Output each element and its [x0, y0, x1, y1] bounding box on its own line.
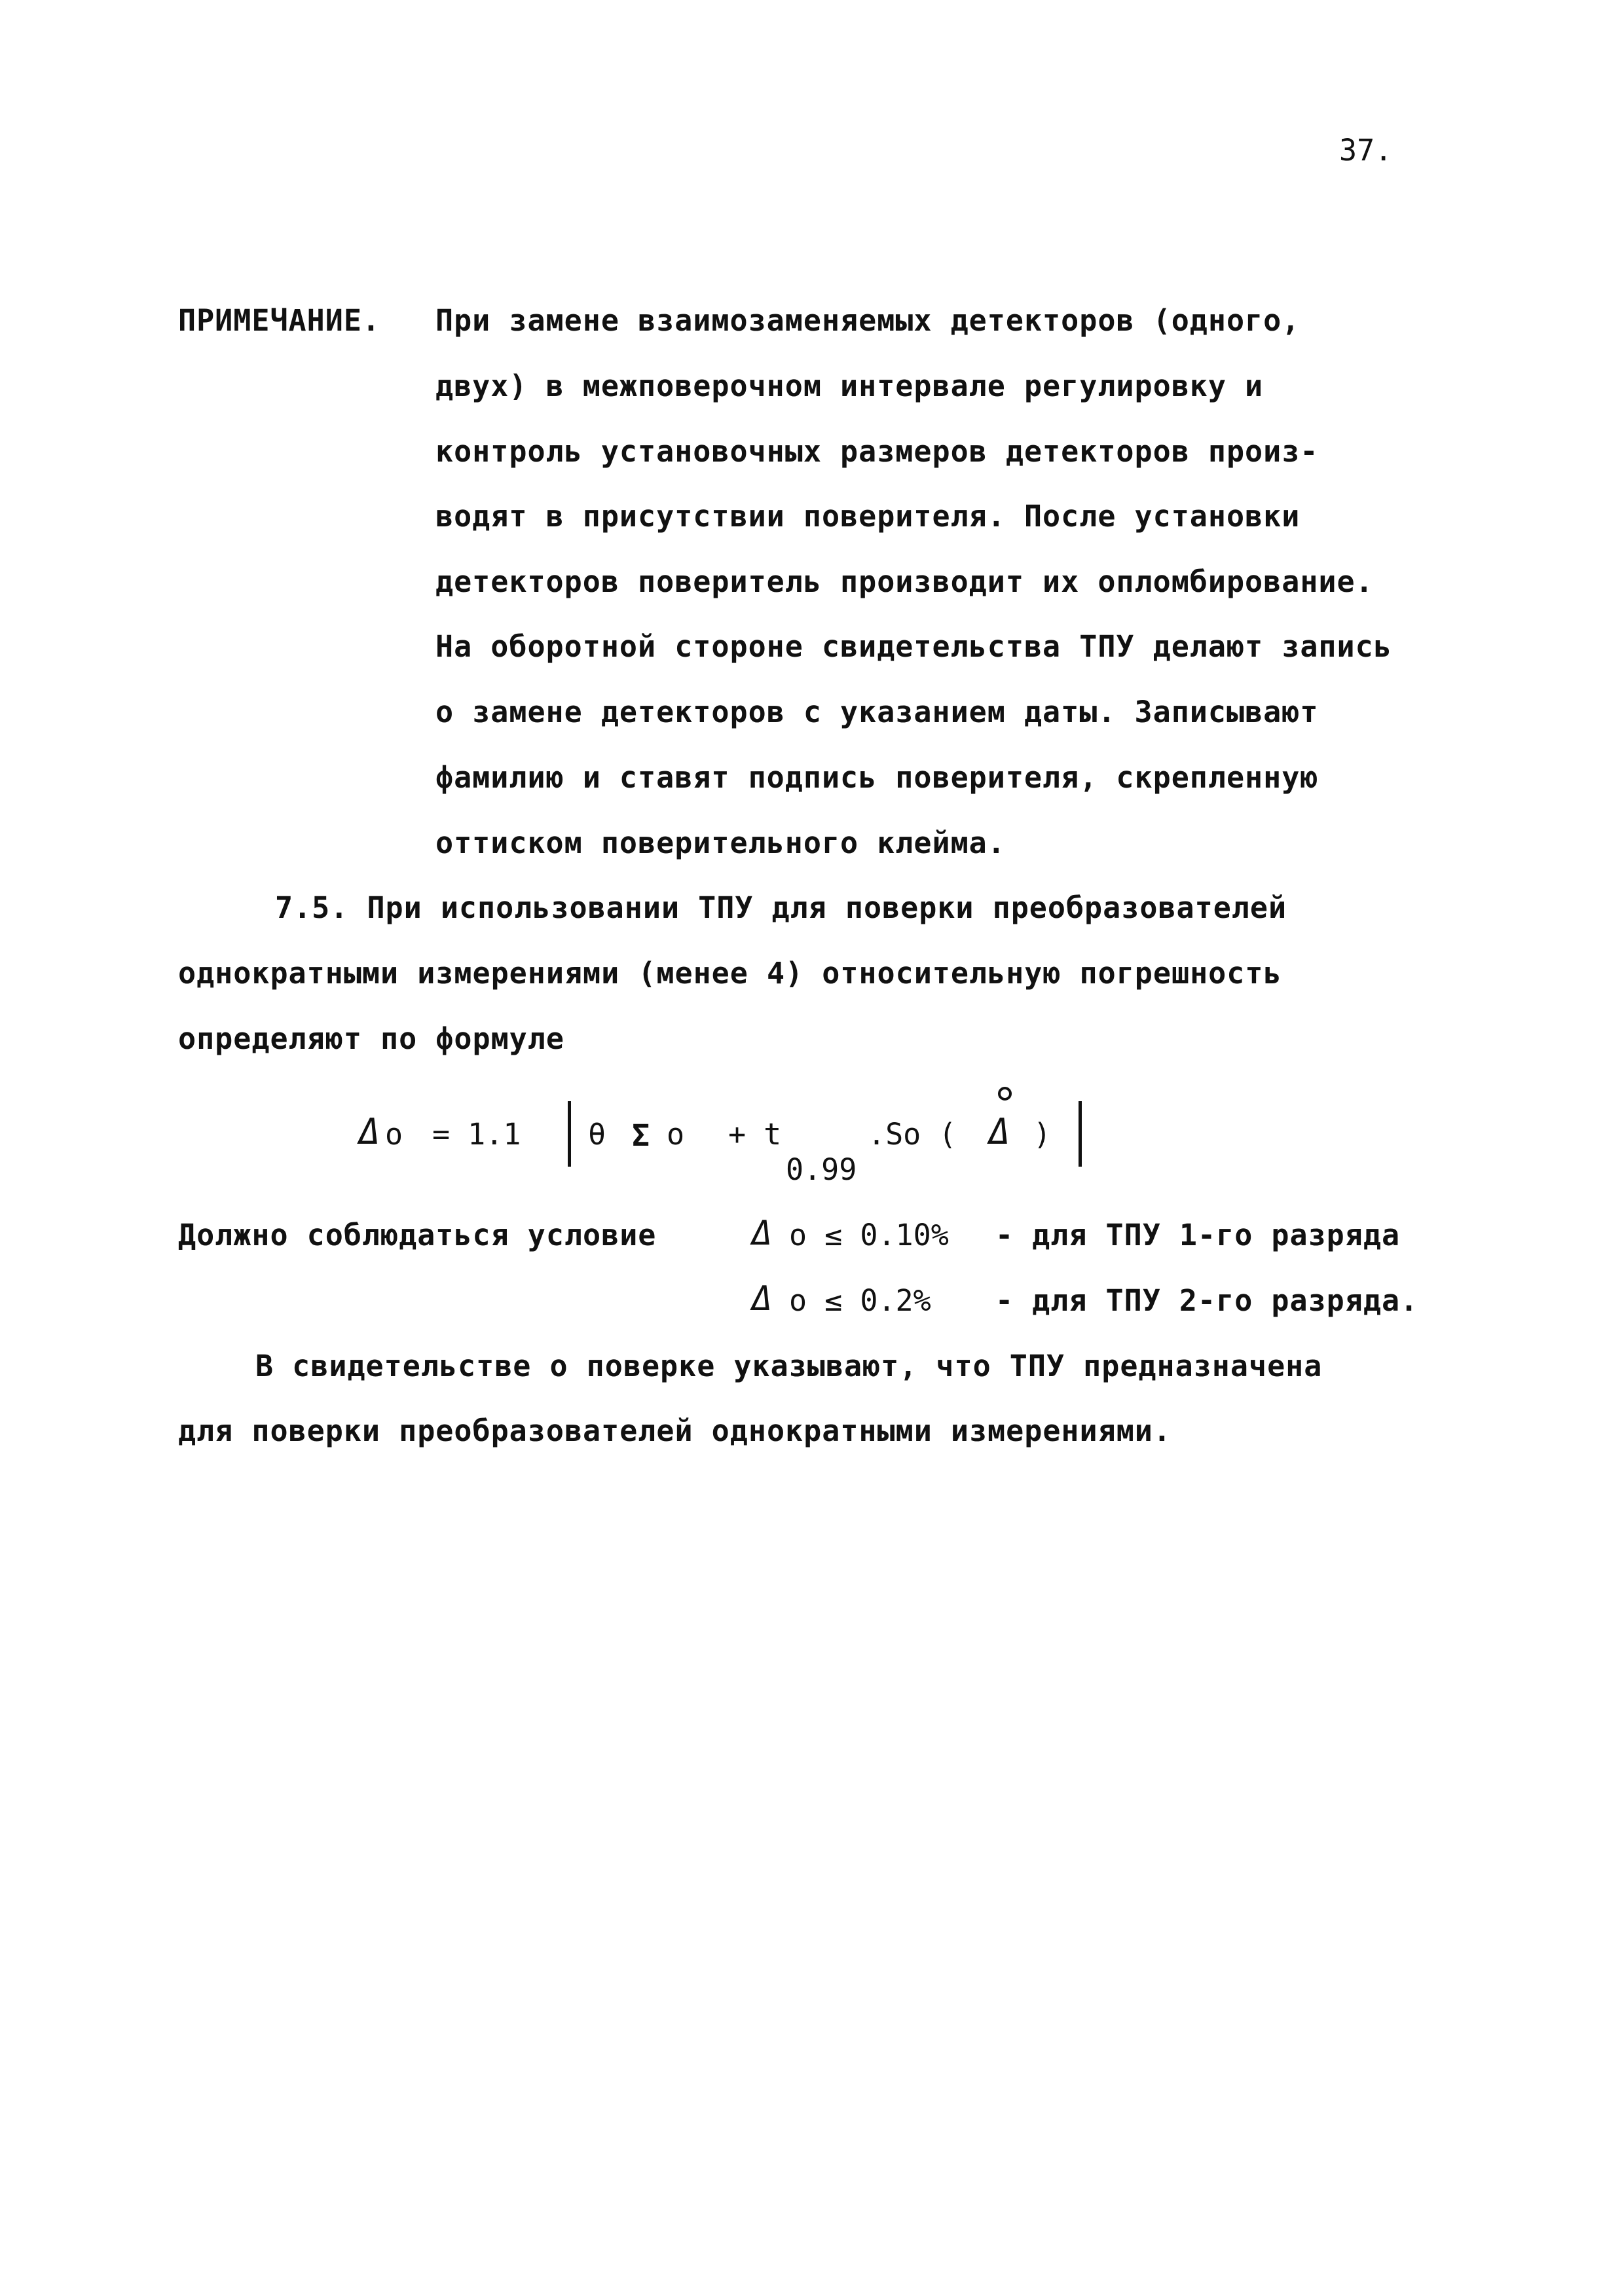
formula-lhs-sub: o: [385, 1117, 403, 1152]
condition-text: - для ТПУ 2-го разряда.: [995, 1283, 1419, 1318]
sigma-symbol: Σ: [632, 1118, 650, 1153]
formula-so: .So (: [868, 1117, 957, 1152]
note-line: двух) в межповерочном интервале регулировку и: [435, 369, 1264, 403]
note-label: ПРИМЕЧАНИЕ.: [178, 303, 381, 338]
note-line: контроль установочных размеров детекторов произ-: [435, 434, 1319, 469]
page-number: 37.: [1339, 133, 1393, 168]
note-line: фамилию и ставят подпись поверителя, скрепленную: [435, 760, 1319, 795]
formula-t-subscript: 0.99: [786, 1152, 857, 1187]
note-line: детекторов поверитель производит их опломбирование.: [435, 564, 1374, 599]
note-line: водят в присутствии поверителя. После установки: [435, 499, 1301, 534]
condition-expr: o ≤ 0.10%: [789, 1218, 949, 1252]
formula-equals: = 1.1: [432, 1117, 521, 1152]
ring-accent-icon: [998, 1087, 1012, 1101]
note-line: о замене детекторов с указанием даты. Записывают: [435, 695, 1319, 729]
formula-plus-t: + t: [728, 1117, 782, 1152]
section-line: однократными измерениями (менее 4) относительную погрешность: [178, 956, 1282, 991]
delta-symbol: Δ: [752, 1214, 773, 1253]
note-line: На оборотной стороне свидетельства ТПУ делают запись: [435, 629, 1392, 664]
condition-text: - для ТПУ 1-го разряда: [995, 1218, 1401, 1252]
condition-expr: o ≤ 0.2%: [789, 1283, 931, 1318]
section-line: определяют по формуле: [178, 1021, 564, 1056]
formula-close-paren: ): [1033, 1117, 1052, 1152]
formula-sigma-sub: o: [667, 1117, 685, 1152]
theta-symbol: θ: [588, 1117, 606, 1152]
abs-bar-left: [568, 1101, 571, 1167]
section-line: 7.5. При использовании ТПУ для поверки преобразователей: [275, 890, 1287, 925]
certificate-line: В свидетельстве о поверке указывают, что ТПУ предназначена: [255, 1349, 1323, 1383]
delta-symbol: Δ: [989, 1111, 1010, 1152]
delta-symbol: Δ: [752, 1279, 773, 1319]
note-line: При замене взаимозаменяемых детекторов (одного,: [435, 303, 1301, 338]
certificate-line: для поверки преобразователей однократными измерениями.: [178, 1413, 1172, 1448]
delta-symbol: Δ: [359, 1111, 380, 1152]
note-line: оттиском поверительного клейма.: [435, 826, 1006, 860]
condition-label: Должно соблюдаться условие: [178, 1218, 657, 1252]
abs-bar-right: [1079, 1101, 1082, 1167]
